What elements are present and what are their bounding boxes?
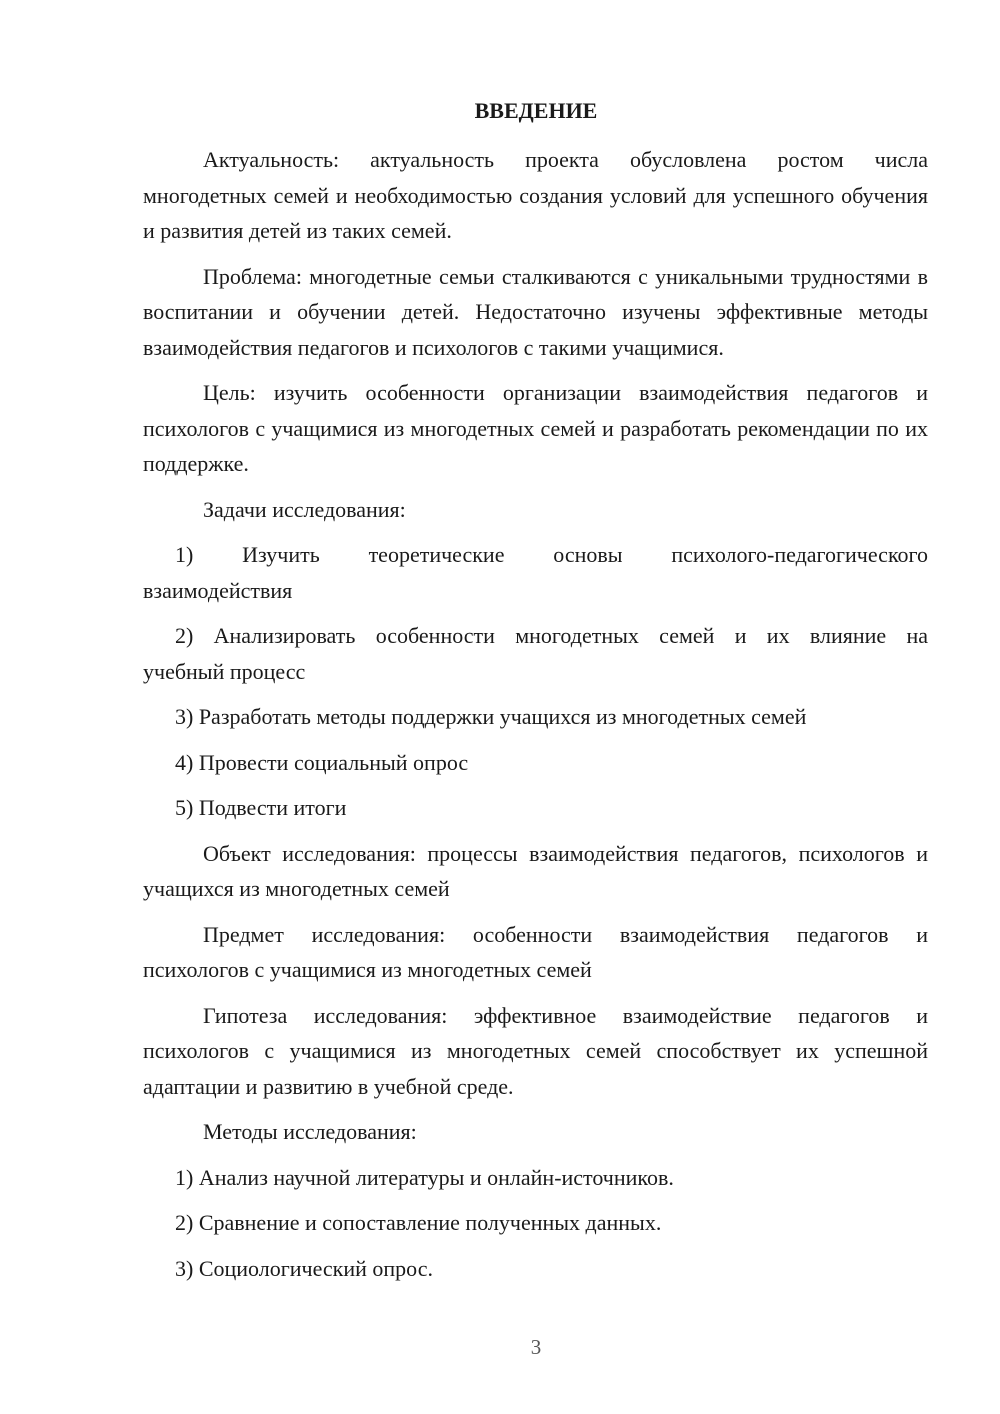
task-item-1 xyxy=(143,537,928,608)
page-title: ВВЕДЕНИЕ xyxy=(474,98,598,123)
problem-paragraph: Проблема: многодетные семьи сталкиваются с уникальными трудностями в воспитании и обучении детей. Недостаточно изучены эффективные методы взаимодействия педагогов и психологов с такими учащимися. xyxy=(143,263,928,360)
task-item-1-line-1: 1) Изучить теоретические основы психолого-педагогического xyxy=(175,542,928,567)
page-number: 3 xyxy=(530,1335,542,1359)
method-item-1: 1) Анализ научной литературы и онлайн-источников. xyxy=(175,1164,674,1190)
task-item-1-line-2: взаимодействия xyxy=(143,577,293,603)
task-item-4: 4) Провести социальный опрос xyxy=(175,749,469,775)
subject-paragraph: Предмет исследования: особенности взаимодействия педагогов и психологов с учащимися из многодетных семей xyxy=(143,921,928,982)
task-item-3: 3) Разработать методы поддержки учащихся из многодетных семей xyxy=(175,704,807,729)
document-body xyxy=(143,142,928,1296)
task-item-2-line-2: учебный процесс xyxy=(143,658,306,684)
task-item-5: 5) Подвести итоги xyxy=(175,795,347,820)
object-paragraph: Объект исследования: процессы взаимодействия педагогов, психологов и учащихся из многодетных семей xyxy=(143,840,928,901)
tasks-heading: Задачи исследования: xyxy=(203,496,406,522)
goal-paragraph: Цель: изучить особенности организации взаимодействия педагогов и психологов с учащимися из многодетных семей и разработать рекомендации по их поддержке. xyxy=(143,380,928,476)
method-item-3: 3) Социологический опрос. xyxy=(175,1255,433,1281)
method-item-2: 2) Сравнение и сопоставление полученных данных. xyxy=(175,1210,662,1235)
methods-heading: Методы исследования: xyxy=(203,1119,417,1144)
task-item-2 xyxy=(143,618,928,689)
hypothesis-paragraph: Гипотеза исследования: эффективное взаимодействие педагогов и психологов с учащимися из многодетных семей способствует их успешной адаптации и развитию в учебной среде. xyxy=(143,1002,928,1099)
task-item-2-line-1: 2) Анализировать особенности многодетных семей и их влияние на xyxy=(175,623,928,648)
relevance-paragraph: Актуальность: актуальность проекта обусловлена ростом числа многодетных семей и необходимостью создания условий для успешного обучения и развития детей из таких семей. xyxy=(143,147,928,243)
